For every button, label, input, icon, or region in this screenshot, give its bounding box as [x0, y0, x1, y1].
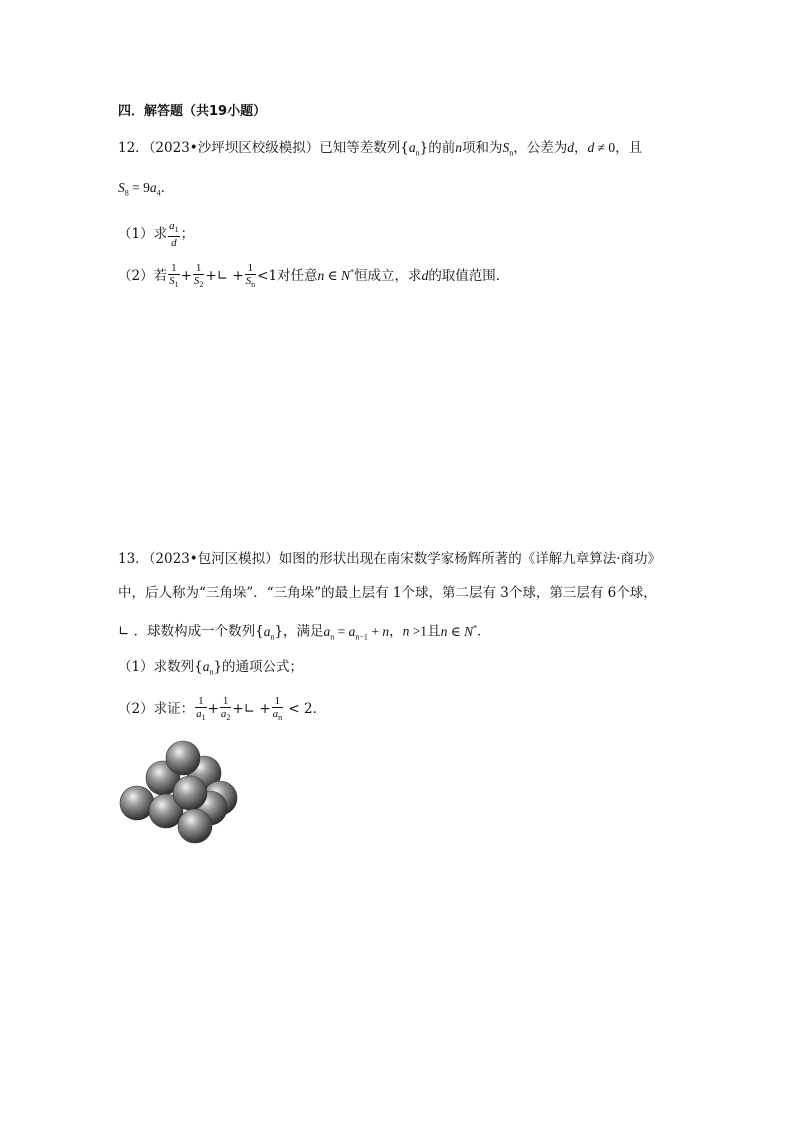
triangular-pile-figure [118, 734, 240, 846]
math-frac-1-a2: $\frac{1}{a_2}$ [220, 695, 231, 723]
q13-part1 [118, 657, 303, 683]
q12-stem-text: 项和为 [461, 140, 503, 156]
math-n-in-n-star: n ∈ N* [317, 267, 355, 284]
q13-stem-line2: 中，后人称为“三角垛”．“三角垛”的最上层有 1个球，第二层有 3个球，第三层有 6个球， [118, 585, 657, 601]
ball [178, 809, 212, 843]
section-title: 四．解答题（共19小题） [118, 104, 267, 119]
q13-stem-text: }，满足 [274, 623, 324, 640]
q12-stem-text: 已知等差数列{ [319, 140, 409, 156]
math-frac-a1-over-d: $\frac{a_1}{d}$ [169, 220, 179, 250]
q13-stem-line3: ∟ ．球数构成一个数列$\{a_n\}$，满足$a_n = a_{n-1} + n$，n >1且n ∈ N*． [118, 623, 491, 642]
q13-stem-line1 [118, 549, 661, 569]
ball [173, 776, 207, 810]
math-a-n: $a_n$ [408, 140, 420, 158]
q13-stem-text: ， [389, 623, 403, 640]
q12-stem-text: }的前 [419, 140, 456, 156]
q13-stem-text: 且 [427, 623, 441, 640]
math-frac-1-s1: $\frac{1}{S_1}$ [169, 262, 179, 290]
math-d: d [421, 268, 429, 284]
math-a-n: $a_n$ [263, 623, 275, 642]
q12-part2-tail: 的取值范围． [428, 268, 510, 285]
q13-part1-text: （1）求数列{ [118, 659, 203, 675]
math-frac-1-a1: $\frac{1}{a_1}$ [196, 695, 206, 723]
math-frac-1-an: $\frac{1}{a_n}$ [272, 695, 283, 723]
math-n-gt-1: n >1 [402, 623, 428, 639]
q12-part2: （2）若 $\frac{1}{S_1}$ + $\frac{1}{S_2}$ +∟ + $\frac{1}{S_n}$ <1对任意n ∈ N*恒成立，求d的取值范围． [118, 262, 510, 290]
q13-part2-label: （2）求证： [118, 701, 195, 718]
q13-stem-text: ．球数构成一个数列{ [133, 623, 264, 640]
q12-stem-text: ， [573, 140, 588, 156]
q12-stem-line [118, 138, 642, 164]
q13-source: （2023•包河区模拟） [148, 551, 279, 567]
q13-part2-tail: ． [312, 701, 327, 718]
math-d: d [567, 140, 574, 155]
math-frac-1-sn: $\frac{1}{S_n}$ [245, 262, 256, 290]
ball [120, 786, 154, 820]
q12-part2-text: 恒成立，求 [354, 268, 422, 285]
q13-part2: （2）求证： $\frac{1}{a_1}$ + $\frac{1}{a_2}$ +∟ + $\frac{1}{a_n}$ < 2． [118, 695, 327, 723]
math-s8-eq-9a4: $S_8 = 9a_4$ [118, 180, 161, 198]
q13-stem-text: 如图的形状出现在南宋数学家杨辉所著的《详解九章算法·商功》 [278, 551, 662, 567]
q12-condition-line [118, 178, 174, 204]
ball [166, 741, 200, 775]
q12-part1-label: （1）求 [118, 226, 168, 243]
q13-part1-text: }的通项公式； [213, 659, 304, 675]
math-frac-1-s2: $\frac{1}{S_2}$ [193, 262, 204, 290]
q12-number: 12． [118, 140, 149, 156]
math-n-in-n-star: n ∈ N* [440, 623, 478, 639]
math-s-n: $S_n$ [502, 140, 514, 158]
q12-stem-text: ，公差为 [513, 140, 568, 156]
q12-part1 [118, 220, 194, 249]
math-a-n: $a_n$ [202, 659, 214, 677]
q12-stem-text: ，且 [615, 140, 643, 156]
q12-condition-tail: ． [160, 180, 175, 196]
q12-part2-text: 对任意 [277, 268, 318, 285]
q13-number: 13． [118, 551, 149, 567]
math-n: n [455, 140, 462, 155]
q12-part2-label: （2）若 [118, 268, 168, 285]
q12-source: （2023•沙坪坝区校级模拟） [148, 140, 320, 156]
q13-stem-text: ． [477, 623, 491, 640]
math-d-neq-0: d ≠ 0 [587, 140, 616, 155]
math-recurrence: $a_n = a_{n-1} + n$ [323, 623, 390, 642]
q12-part1-tail: ； [180, 226, 195, 243]
